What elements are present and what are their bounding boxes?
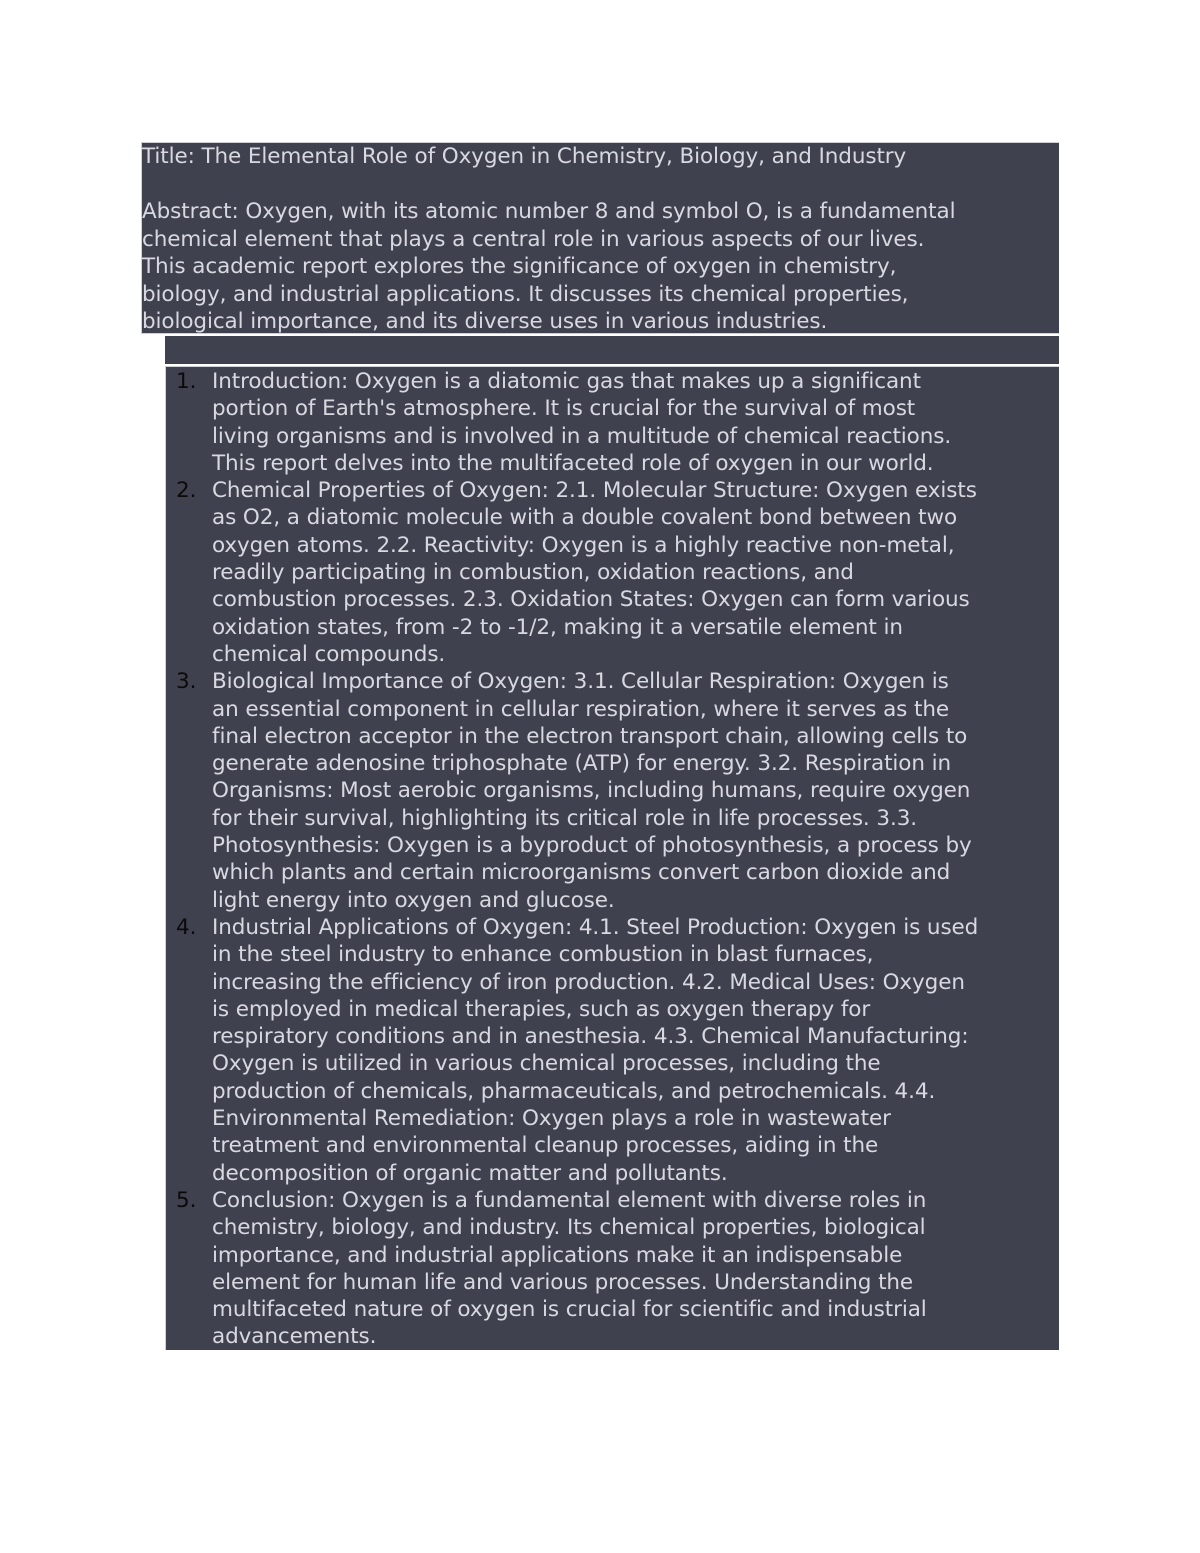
- section-item: [166, 477, 1059, 668]
- section-item: [166, 668, 1059, 914]
- abstract-line: This academic report explores the significance of oxygen in chemistry,: [142, 254, 897, 279]
- section-line: decomposition of organic matter and pollutants.: [212, 1160, 728, 1186]
- section-line: is employed in medical therapies, such as oxygen therapy for: [212, 996, 871, 1022]
- section-line: living organisms and is involved in a multitude of chemical reactions.: [212, 423, 952, 449]
- section-number: 3.: [176, 669, 197, 695]
- section-item: [166, 1187, 1059, 1351]
- section-line: Photosynthesis: Oxygen is a byproduct of photosynthesis, a process by: [212, 833, 972, 859]
- section-line: in the steel industry to enhance combustion in blast furnaces,: [212, 942, 874, 968]
- section-line: advancements.: [212, 1324, 377, 1350]
- section-line: element for human life and various processes. Understanding the: [212, 1269, 914, 1295]
- abstract-line: biology, and industrial applications. It discusses its chemical properties,: [142, 281, 909, 307]
- section-line: generate adenosine triphosphate (ATP) for energy. 3.2. Respiration in: [212, 751, 952, 777]
- section-number: 1.: [176, 369, 197, 394]
- section-line: Organisms: Most aerobic organisms, including humans, require oxygen: [212, 778, 971, 804]
- section-number: 5.: [176, 1187, 197, 1213]
- abstract-line: chemical element that plays a central role in various aspects of our lives.: [142, 226, 925, 252]
- title-spacer: [142, 171, 1059, 199]
- section-line: respiratory conditions and in anesthesia. 4.3. Chemical Manufacturing:: [212, 1024, 969, 1050]
- section-line: an essential component in cellular respiration, where it serves as the: [212, 696, 949, 722]
- section-line: increasing the efficiency of iron production. 4.2. Medical Uses: Oxygen: [212, 969, 965, 995]
- section-item: [166, 368, 1059, 477]
- section-line: This report delves into the multifaceted role of oxygen in our world.: [212, 450, 934, 476]
- section-line: combustion processes. 2.3. Oxidation States: Oxygen can form various: [212, 587, 970, 613]
- section-line: for their survival, highlighting its critical role in life processes. 3.3.: [212, 805, 918, 831]
- section-line: Oxygen is utilized in various chemical processes, including the: [212, 1051, 881, 1077]
- section-line: importance, and industrial applications make it an indispensable: [212, 1242, 903, 1268]
- section-line: chemistry, biology, and industry. Its chemical properties, biological: [212, 1215, 926, 1241]
- section-line: oxygen atoms. 2.2. Reactivity: Oxygen is a highly reactive non-metal,: [212, 532, 955, 558]
- section-line: Introduction: Oxygen is a diatomic gas that makes up a significant: [212, 369, 921, 394]
- section-line: oxidation states, from -2 to -1/2, making it a versatile element in: [212, 614, 903, 640]
- sections-list: [165, 366, 1059, 1350]
- section-line: treatment and environmental cleanup processes, aiding in the: [212, 1133, 879, 1159]
- section-number: 2.: [176, 478, 197, 504]
- section-item: [166, 914, 1059, 1187]
- abstract-line: Abstract: Oxygen, with its atomic number 8 and symbol O, is a fundamental: [142, 199, 956, 224]
- section-line: Conclusion: Oxygen is a fundamental element with diverse roles in: [212, 1187, 927, 1213]
- section-line: light energy into oxygen and glucose.: [212, 887, 615, 913]
- section-line: multifaceted nature of oxygen is crucial for scientific and industrial: [212, 1297, 927, 1323]
- sections-list-items: [166, 367, 1059, 1351]
- section-line: as O2, a diatomic molecule with a double covalent bond between two: [212, 505, 958, 531]
- section-line: which plants and certain microorganisms convert carbon dioxide and: [212, 860, 951, 886]
- section-line: production of chemicals, pharmaceuticals, and petrochemicals. 4.4.: [212, 1078, 936, 1104]
- abstract-line: biological importance, and its diverse uses in various industries.: [142, 309, 828, 334]
- section-line: Chemical Properties of Oxygen: 2.1. Molecular Structure: Oxygen exists: [212, 478, 977, 504]
- section-line: Biological Importance of Oxygen: 3.1. Cellular Respiration: Oxygen is: [212, 669, 949, 695]
- report-title: Title: The Elemental Role of Oxygen in Chemistry, Biology, and Industry: [142, 144, 907, 169]
- section-line: final electron acceptor in the electron transport chain, allowing cells to: [212, 723, 968, 749]
- section-line: Industrial Applications of Oxygen: 4.1. Steel Production: Oxygen is used: [212, 914, 979, 940]
- empty-highlight-bar: [165, 336, 1059, 364]
- section-line: chemical compounds.: [212, 641, 446, 667]
- section-line: readily participating in combustion, oxidation reactions, and: [212, 560, 854, 586]
- section-line: portion of Earth's atmosphere. It is crucial for the survival of most: [212, 396, 916, 422]
- header-block: [141, 142, 1059, 334]
- section-line: Environmental Remediation: Oxygen plays a role in wastewater: [212, 1106, 891, 1132]
- section-number: 4.: [176, 914, 197, 940]
- abstract: [142, 198, 1059, 336]
